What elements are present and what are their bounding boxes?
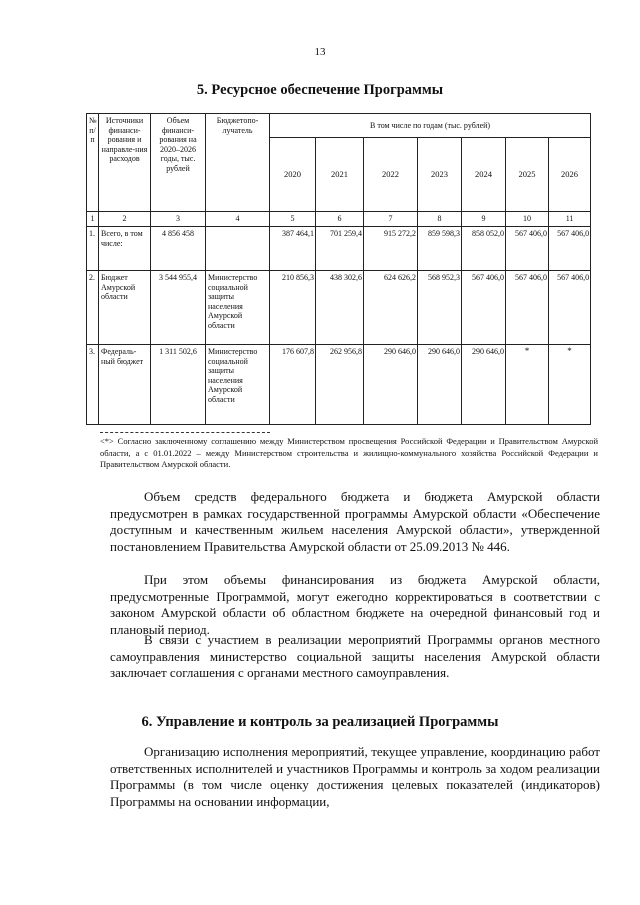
row-value: 568 952,3 [418, 271, 462, 345]
section-5-title: 5. Ресурсное обеспечение Программы [196, 82, 444, 98]
row-value: 858 052,0 [462, 227, 506, 271]
column-number-row [87, 212, 591, 227]
col-number: 4 [206, 212, 270, 227]
row-recipient: Министерство социальной защиты населения Амурской области [206, 345, 270, 425]
row-value: 567 406,0 [549, 227, 591, 271]
year-2023: 2023 [418, 138, 462, 212]
paragraph-text: При этом объемы финансирования из бюджета Амурской области, предусмотренные Программой, могут ежегодно корректироваться в соответствии с законом Амурской области об областном бюджете на очередной финансовый год и плановый период. [110, 572, 600, 637]
col-number: 6 [316, 212, 364, 227]
page-number: 13 [314, 46, 326, 58]
row-num: 3. [87, 345, 99, 425]
table-row [87, 345, 591, 425]
paragraph [110, 572, 600, 638]
paragraph-text: В связи с участием в реализации мероприятий Программы органов местного самоуправления министерство социальной защиты населения Амурской области заключает соглашения с органами местного самоуправления. [110, 632, 600, 680]
header-source: Источники финанси-рования и направле-ния расходов [99, 114, 151, 212]
paragraph-text: Объем средств федерального бюджета и бюджета Амурской области предусмотрен в рамках государственной программы Амурской области «Обеспечение доступным и качественным жильем населения Амурской области», утвержденной постановлением Правительства Амурской области от 25.09.2013 № 446. [110, 489, 600, 554]
resource-table [86, 113, 591, 425]
row-num: 1. [87, 227, 99, 271]
row-value: 701 259,4 [316, 227, 364, 271]
header-num: № п/п [87, 114, 99, 212]
row-value: 438 302,6 [316, 271, 364, 345]
row-recipient [206, 227, 270, 271]
row-volume: 1 311 502,6 [151, 345, 206, 425]
paragraph [110, 489, 600, 555]
col-number: 2 [99, 212, 151, 227]
row-value: * [549, 345, 591, 425]
row-value: * [506, 345, 549, 425]
row-value: 387 464,1 [270, 227, 316, 271]
row-source: Бюджет Амурской области [99, 271, 151, 345]
row-value: 176 607,8 [270, 345, 316, 425]
row-value: 210 856,3 [270, 271, 316, 345]
row-num: 2. [87, 271, 99, 345]
footnote-separator [100, 432, 270, 433]
table-row [87, 227, 591, 271]
col-number: 1 [87, 212, 99, 227]
row-value: 290 646,0 [364, 345, 418, 425]
year-2020: 2020 [270, 138, 316, 212]
col-number: 8 [418, 212, 462, 227]
header-recipient: Бюджетопо-лучатель [206, 114, 270, 212]
year-2024: 2024 [462, 138, 506, 212]
col-number: 11 [549, 212, 591, 227]
footnote: <*> Согласно заключенному соглашению между Министерством просвещения Российской Федерации и Правительством Амурской области, а с 01.01.2022 – между Министерством строительства и жилищно-коммунального хозяйства Российской Федерации и Правительством Амурской области. [100, 436, 598, 469]
row-recipient: Министерство социальной защиты населения Амурской области [206, 271, 270, 345]
row-value: 567 406,0 [462, 271, 506, 345]
year-2026: 2026 [549, 138, 591, 212]
row-value: 567 406,0 [506, 227, 549, 271]
col-number: 3 [151, 212, 206, 227]
row-source: Всего, в том числе: [99, 227, 151, 271]
col-number: 9 [462, 212, 506, 227]
year-2022: 2022 [364, 138, 418, 212]
col-number: 7 [364, 212, 418, 227]
row-value: 290 646,0 [418, 345, 462, 425]
row-value: 915 272,2 [364, 227, 418, 271]
year-2025: 2025 [506, 138, 549, 212]
row-source: Федераль-ный бюджет [99, 345, 151, 425]
row-volume: 3 544 955,4 [151, 271, 206, 345]
row-value: 262 956,8 [316, 345, 364, 425]
row-value: 567 406,0 [549, 271, 591, 345]
col-number: 10 [506, 212, 549, 227]
row-value: 624 626,2 [364, 271, 418, 345]
row-value: 567 406,0 [506, 271, 549, 345]
paragraph [110, 632, 600, 682]
paragraph-text: Организацию исполнения мероприятий, текущее управление, координацию работ ответственных исполнителей и участников Программы и контроль за ходом реализации Программы (в том числе оценку достижения целевых показателей (индикаторов) Программы на основании информации, [110, 744, 600, 809]
table-row [87, 271, 591, 345]
row-value: 290 646,0 [462, 345, 506, 425]
header-volume: Объем финанси-рования на 2020–2026 годы, тыс. рублей [151, 114, 206, 212]
paragraph [110, 744, 600, 810]
section-6-title: 6. Управление и контроль за реализацией Программы [141, 714, 499, 730]
row-value: 859 598,3 [418, 227, 462, 271]
row-volume: 4 856 458 [151, 227, 206, 271]
year-2021: 2021 [316, 138, 364, 212]
col-number: 5 [270, 212, 316, 227]
header-by-years: В том числе по годам (тыс. рублей) [270, 114, 591, 138]
